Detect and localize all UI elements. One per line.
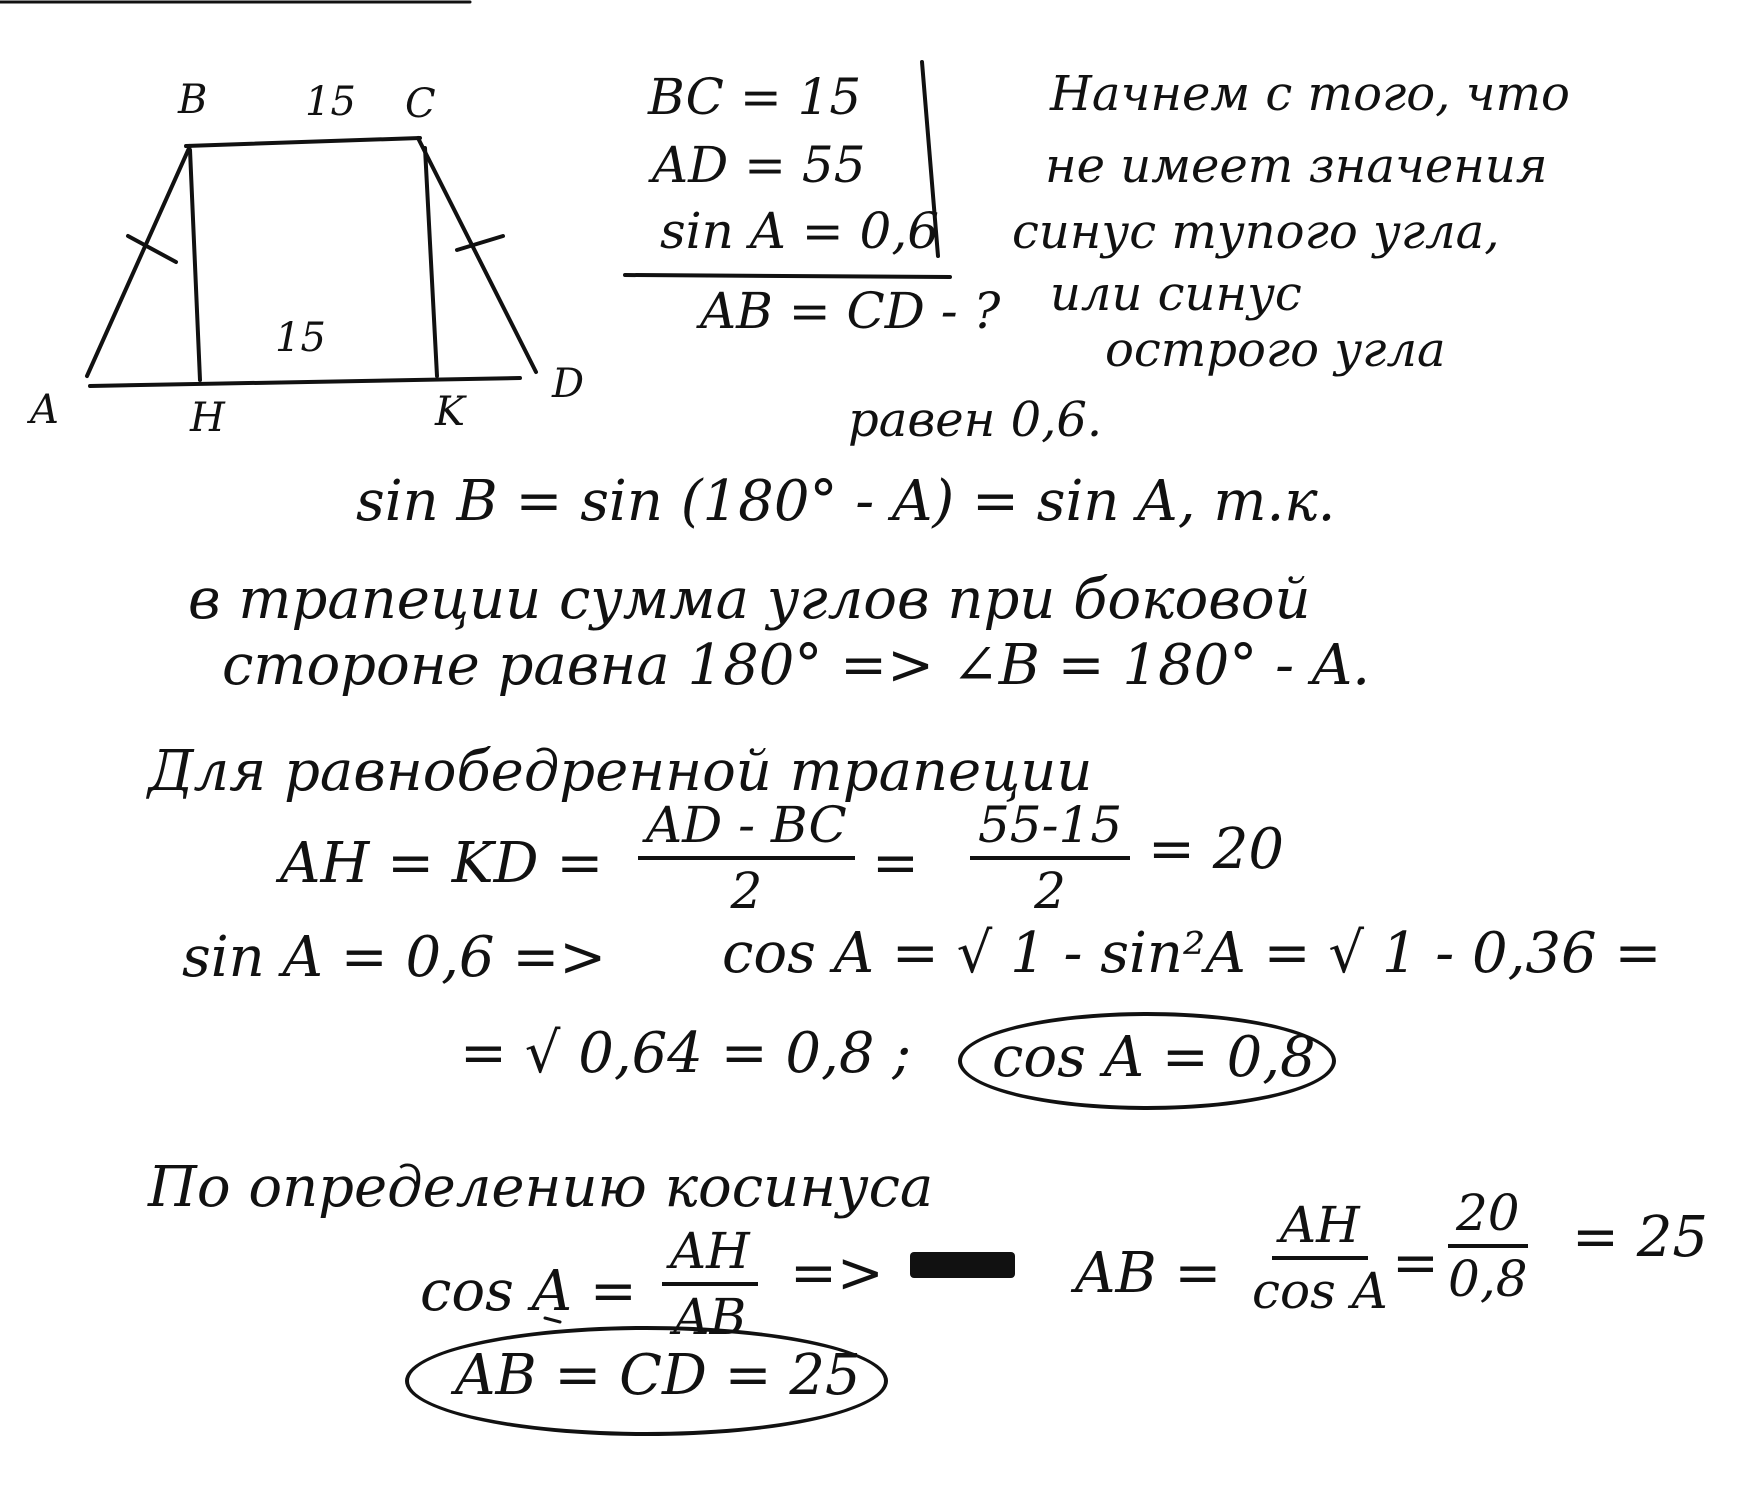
vertex-c-label: C (405, 81, 436, 127)
vertex-d-label: D (552, 361, 585, 407)
ah-fraction-denominator: 2 (730, 862, 763, 920)
height-ck (425, 148, 437, 376)
given-sin-a: sin A = 0,6 (660, 202, 940, 260)
cos-def-denominator: AB (673, 1288, 747, 1346)
cos-line-1: sin A = 0,6 => (182, 925, 607, 990)
cos-def-arrow: => (790, 1241, 884, 1306)
vertex-b-label: B (178, 77, 208, 123)
given-divider-horizontal (625, 275, 950, 277)
ab-fraction-numerator: AH (1272, 1200, 1368, 1260)
top-length-label: 15 (305, 79, 356, 125)
ab-lhs: AB = (1075, 1241, 1222, 1306)
cosine-definition-heading: По определению косинуса (148, 1155, 934, 1220)
note-line-5: острого угла (1105, 322, 1446, 378)
given-question: AB = CD - ? (700, 282, 1001, 340)
base-ad (90, 378, 520, 386)
mid-length-label: 15 (275, 315, 326, 361)
vertex-h-label: H (190, 395, 225, 441)
ab-value-fraction (1448, 1184, 1528, 1308)
cos-def-fraction (662, 1222, 758, 1346)
cos-line-2: cos A = √ 1 - sin²A = √ 1 - 0,36 = (722, 921, 1662, 986)
base-bc (186, 138, 420, 146)
tick-ab (128, 236, 176, 262)
given-ad: AD = 55 (652, 136, 866, 194)
note-line-3: синус тупого угла, (1012, 204, 1500, 260)
ah-value-numerator: 55-15 (970, 800, 1130, 860)
vertex-a-label: A (30, 387, 59, 433)
cos-def-numerator: AH (662, 1226, 758, 1286)
ah-fraction-numerator: AD - BC (638, 800, 855, 860)
ab-equals: = (1392, 1231, 1439, 1296)
note-line-6: равен 0,6. (848, 392, 1103, 448)
sin-b-line: sin B = sin (180° - A) = sin A, т.к. (356, 469, 1336, 534)
cos-line-3: = √ 0,64 = 0,8 ; (460, 1021, 912, 1086)
note-line-2: не имеет значения (1045, 138, 1548, 194)
ah-kd-lhs: AH = KD = (280, 831, 604, 896)
ab-result: = 25 (1572, 1205, 1708, 1270)
ab-value-numerator: 20 (1448, 1188, 1528, 1248)
cos-result-boxed: cos A = 0,8 (992, 1025, 1316, 1090)
note-line-1: Начнем с того, что (1050, 66, 1570, 122)
ab-fraction (1252, 1196, 1388, 1320)
cos-def-lhs: cos A = (420, 1259, 637, 1324)
isosceles-heading: Для равнобедренной трапеции (148, 739, 1093, 804)
crossed-out-word (910, 1252, 1015, 1278)
ab-fraction-denominator: cos A (1252, 1262, 1388, 1320)
note-line-4: или синус (1050, 266, 1302, 322)
ah-fraction (638, 796, 855, 920)
tick-cd (457, 236, 503, 250)
ah-value-denominator: 2 (1034, 862, 1066, 920)
vertex-k-label: K (435, 389, 465, 435)
ah-equals: = (872, 831, 919, 896)
trapezoid-angles-line-1: в трапеции сумма углов при боковой (188, 567, 1311, 632)
ab-value-denominator: 0,8 (1448, 1250, 1528, 1308)
final-answer: AB = CD = 25 (455, 1343, 861, 1408)
ah-result: = 20 (1148, 817, 1284, 882)
given-bc: BC = 15 (648, 68, 862, 126)
height-bh (190, 150, 200, 380)
trapezoid-angles-line-2: стороне равна 180° => ∠B = 180° - A. (222, 633, 1371, 698)
ah-value-fraction (970, 796, 1130, 920)
